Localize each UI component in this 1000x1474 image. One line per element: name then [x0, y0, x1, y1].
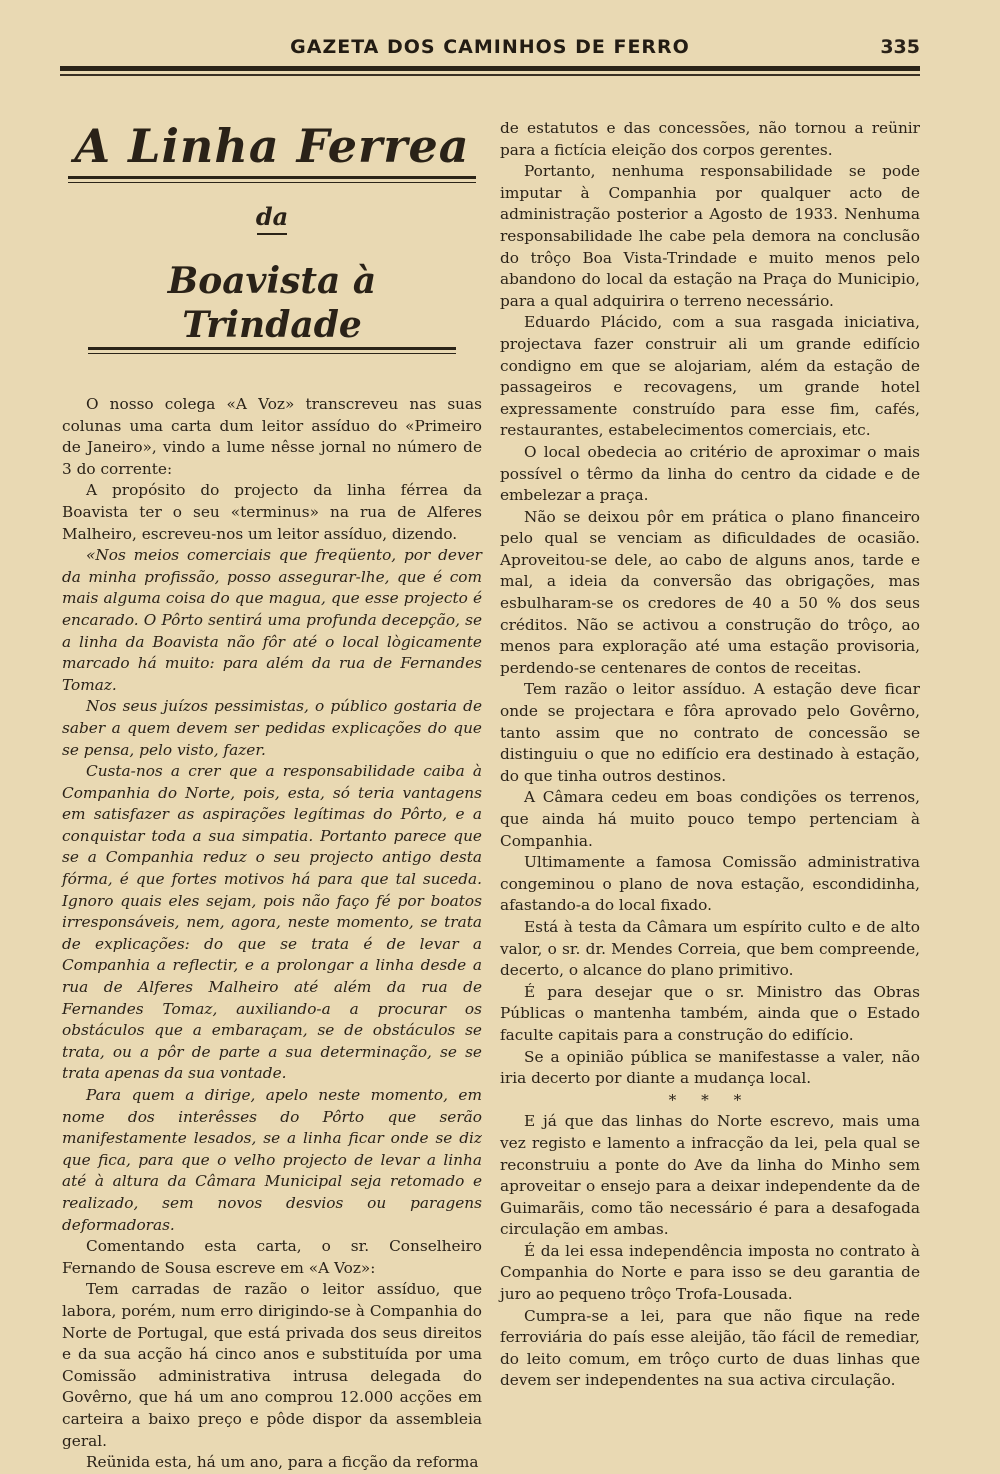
- paragraph: E já que das linhas do Norte escrevo, mais uma vez registo e lamento a infracção da lei, pela qual se reconstruiu a ponte do Ave da linha do Minho sem aproveitar o ensejo para a deixar independente da de Guimarãis, como tão necessário é para a desafogada circulação em ambas.: [500, 1112, 920, 1239]
- paragraph: Custa-nos a crer que a responsabilidade caiba à Companhia do Norte, pois, esta, só teria vantagens em satisfazer as aspirações legítimas do Pôrto, e a conquistar toda a sua simpatia. Portanto parece que se a Companhia reduz o seu projecto antigo desta fórma, é que fortes motivos há para que tal suceda. Ignoro quais eles sejam, pois não faço fé por boatos irresponsáveis, nem, agora, neste momento, se trata de explicações: do que se trata é de levar a Companhia a reflectir, e a prolongar a linha desde a rua de Alferes Malheiro até além da rua de Fernandes Tomaz, auxiliando-a a procurar os obstáculos que a embaraçam, se de obstáculos se trata, ou a pôr de parte a sua determinação, se se trata apenas da sua vontade.: [62, 762, 482, 1083]
- paragraph: A Câmara cedeu em boas condições os terrenos, que ainda há muito pouco tempo pertenciam à Companhia.: [500, 788, 920, 850]
- subtitle-underline-thin: [88, 353, 456, 354]
- paragraph: O nosso colega «A Voz» transcreveu nas suas colunas uma carta dum leitor assíduo do «Primeiro de Janeiro», vindo a lume nêsse jornal no número de 3 do corrente:: [62, 395, 482, 478]
- page-header: [60, 34, 920, 64]
- paragraph: Tem razão o leitor assíduo. A estação deve ficar onde se projectara e fôra aprovado pelo Govêrno, tanto assim que no contrato de concessão se distinguiu o que no edifício era destinado à estação, do que tinha outros destinos.: [500, 680, 920, 785]
- paragraph: Está à testa da Câmara um espírito culto e de alto valor, o sr. dr. Mendes Correia, que bem compreende, decerto, o alcance do plano primitivo.: [500, 917, 920, 980]
- header-rule-thin: [60, 74, 920, 76]
- paragraph: Portanto, nenhuma responsabilidade se pode imputar à Companhia por qualquer acto de administração posterior a Agosto de 1933. Nenhuma responsabilidade lhe cabe pela demora na conclusão do trôço Boa Vista-Trindade e muito menos pelo abandono do local da estação na Praça do Municipio, para a qual adquirira o terreno necessário.: [500, 162, 920, 310]
- header-rule-thick: [60, 66, 920, 71]
- paragraph: Ultimamente a famosa Comissão administrativa congeminou o plano de nova estação, escondidinha, afastando-a do local fixado.: [500, 853, 920, 915]
- running-title: GAZETA DOS CAMINHOS DE FERRO: [290, 36, 690, 58]
- paragraph: Nos seus juízos pessimistas, o público gostaria de saber a quem devem ser pedidas explicações do que se pensa, pelo visto, fazer.: [62, 697, 482, 759]
- paragraph: de estatutos e das concessões, não tornou a reünir para a fictícia eleição dos corpos gerentes.: [500, 119, 920, 159]
- subtitle-wrap: [82, 259, 462, 354]
- paragraph: É da lei essa independência imposta no contrato à Companhia do Norte e para isso se deu garantia de juro ao pequeno trôço Trofa-Lousada.: [500, 1241, 920, 1304]
- article-subtitle: Boavista à Trindade: [167, 260, 377, 346]
- title-underline: [68, 176, 476, 179]
- article-connector: da: [255, 202, 289, 231]
- left-column-text: [62, 394, 482, 1474]
- paragraph: Para quem a dirige, apelo neste momento, em nome dos interêsses do Pôrto que serão manifestamente lesados, se a linha ficar onde se diz que fica, para que o velho projecto de levar a linha até à altura da Câmara Municipal seja retomado e realizado, sem novos desvios ou paragens deformadoras.: [62, 1086, 482, 1234]
- paragraph: É para desejar que o sr. Ministro das Obras Públicas o mantenha também, ainda que o Estado faculte capitais para a construção do edifício.: [500, 982, 920, 1044]
- article-title: A Linha Ferrea: [74, 119, 470, 173]
- subtitle-underline: [88, 347, 456, 350]
- left-column: [62, 118, 482, 1474]
- page-number: 335: [880, 36, 920, 58]
- paragraph: Não se deixou pôr em prática o plano financeiro pelo qual se venciam as dificuldades de ocasião. Aproveitou-se dele, ao cabo de alguns anos, tarde e mal, a ideia da conversão das obrigações, mas esbulharam-se os credores de 40 a 50 % dos seus créditos. Não se activou a construção do trôço, ao menos para exploração até uma estação provisoria, perdendo-se centenares de contos de receitas.: [500, 507, 920, 677]
- paragraph: Eduardo Plácido, com a sua rasgada iniciativa, projectava fazer construir ali um grande edifício condigno em que se alojariam, além da estação de passageiros e recovagens, um grande hotel expressamente construído para esse fim, cafés, restaurantes, estabelecimentos comerciais, etc.: [500, 313, 920, 440]
- paragraph: Cumpra-se a lei, para que não fique na rede ferroviária do país esse aleijão, tão fácil de remediar, do leito comum, em trôço curto de duas linhas que devem ser independentes na sua activa circulação.: [500, 1306, 920, 1390]
- paragraph: Reünida esta, há um ano, para a ficção da reforma: [86, 1453, 479, 1472]
- title-underline-thin: [68, 182, 476, 183]
- paragraph: Comentando esta carta, o sr. Conselheiro Fernando de Sousa escreve em «A Voz»:: [62, 1237, 482, 1277]
- paragraph: «Nos meios comerciais que freqüento, por dever da minha profissão, posso assegurar-lhe, que é com mais alguma coisa do que magua, que esse projecto é encarado. O Pôrto sentirá uma profunda decepção, se a linha da Boavista não fôr até o local lògicamente marcado há muito: para além da rua de Fernandes Tomaz.: [62, 546, 482, 694]
- paragraph: O local obedecia ao critério de aproximar o mais possível o têrmo da linha do centro da cidade e de embelezar a praça.: [500, 442, 920, 505]
- section-separator: * * *: [668, 1090, 752, 1109]
- connector-underline: [257, 233, 287, 235]
- paragraph: A propósito do projecto da linha férrea da Boavista ter o seu «terminus» na rua de Alferes Malheiro, escreveu-nos um leitor assíduo, dizendo.: [62, 481, 482, 543]
- paragraph: Se a opinião pública se manifestasse a valer, não iria decerto por diante a mudança local.: [500, 1047, 920, 1088]
- right-column: [500, 118, 920, 1392]
- paragraph: Tem carradas de razão o leitor assíduo, que labora, porém, num erro dirigindo-se à Companhia do Norte de Portugal, que está privada dos seus direitos e da sua acção há cinco anos e substituída por uma Comissão administrativa intrusa delegada do Govêrno, que há um ano comprou 12.000 acções em carteira a baixo preço e pôde dispor da assembleia geral.: [62, 1280, 482, 1450]
- article-title-block: [62, 118, 482, 354]
